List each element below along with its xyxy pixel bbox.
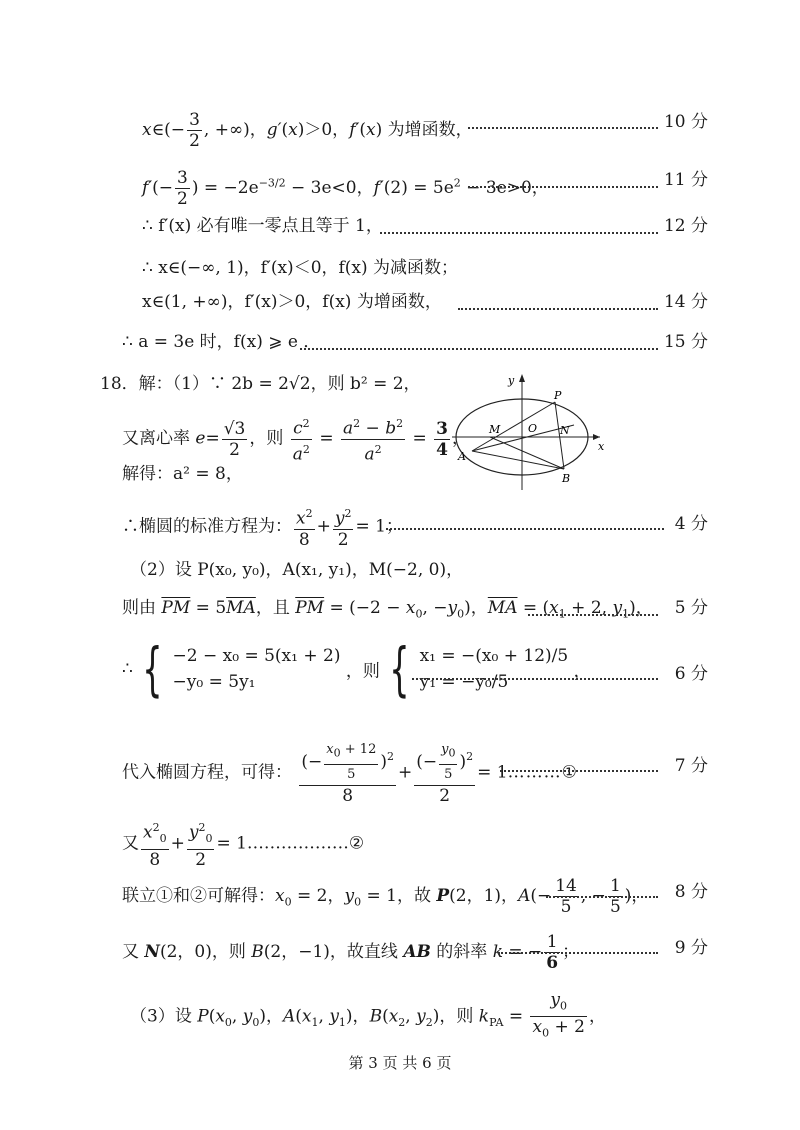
line-fprime-values: f′(− $\frac{3}{2}$ ) = $-2e^{-3/2} - 3e<0$，$f'(2) = 5e^2 - 3e>0$， (142, 168, 549, 209)
line-AB (472, 451, 564, 469)
label-x: x (598, 440, 605, 453)
line-decreasing: ∴ x∈(−∞, 1)，f′(x)＜0，f(x) 为减函数； (142, 258, 459, 278)
score-7: 7 分 (674, 756, 708, 776)
label-N: N (560, 424, 570, 437)
line-interval-increasing: x∈(− $\frac{3}{2}$ , +∞)，g′(x)＞0，f′(x) 为增函数， (142, 110, 473, 151)
ellipse-diagram (452, 372, 608, 496)
p2-joint-solution: 联立①和②可解得：$x_0 = 2$，$y_0 = 1$，故 P(2，1)，A(− $\frac{14}{5}$ , − $\frac{1}{5}$ )， (122, 876, 649, 917)
leader-dots (458, 308, 658, 310)
label-P: P (554, 389, 562, 402)
line-AN (472, 425, 574, 451)
q18-head: 18．解：（1）∵ 2b = 2√2，则 b² = 2， (100, 374, 421, 394)
line-MB (490, 437, 564, 469)
leader-dots (412, 678, 658, 680)
leader-dots (380, 232, 658, 234)
p2-equation-2: 又 $\frac{x^2_0}{8}$ + $\frac{y^2_0}{2}$ = 1………………② (122, 818, 364, 870)
leader-dots (300, 348, 658, 350)
score-12: 12 分 (663, 216, 708, 236)
marker-1: ① (561, 762, 577, 783)
marker-2: ② (348, 833, 365, 854)
leader-dots (546, 896, 658, 898)
p2-substitute: 代入椭圆方程，可得： (− $\frac{x_0 + 12}{5}$ )$^2$ 8 + (− $\frac{y_0}{5}$ )$^2$ 2 = 1………① (122, 742, 577, 806)
leader-dots (500, 770, 658, 772)
label-O: O (528, 422, 538, 435)
score-5: 5 分 (674, 598, 708, 618)
label-y: y (508, 374, 515, 387)
score-14: 14 分 (663, 292, 708, 312)
label-A: A (458, 450, 466, 463)
q18-solve: 解得：a² = 8， (122, 464, 243, 484)
sys-b-line1: x₁ = −(x₀ + 12)/5 (419, 646, 569, 666)
p2-vectors: 则由 $\overline{PM} = 5\overline{MA}$，且 $\overline{PM} = (-2 - x_0$, $-y_0$)，$\overline{MA} = (x_1 + 2$, $y_1$)， (122, 598, 653, 621)
q18-eccentricity: 又离心率 e= $\frac{√3}{2}$ ，则 $\frac{c^2}{a^2}$ = $\frac{a^2 - b^2}{a^2}$ = $\frac{3}{4}$ ， (122, 414, 469, 464)
leader-dots (468, 127, 658, 129)
leader-dots (528, 614, 658, 616)
leader-dots (386, 528, 664, 530)
score-10: 10 分 (663, 112, 708, 132)
line-conclusion: ∴ a = 3e 时，f(x) ⩾ e ． (122, 332, 321, 352)
line-increasing: x∈(1, +∞)，f′(x)＞0，f(x) 为增函数， (142, 292, 442, 312)
score-6: 6 分 (674, 664, 708, 684)
line-unique-zero: ∴ f′(x) 必有唯一零点且等于 1， (142, 216, 383, 236)
sys-a-line2: −y₀ = 5y₁ (172, 672, 256, 692)
score-15: 15 分 (663, 332, 708, 352)
p2-slope: 又 N(2，0)，则 B(2，−1)，故直线 AB 的斜率 k = − $\frac{1}{6}$ ； (122, 932, 580, 973)
score-11: 11 分 (663, 170, 708, 190)
score-4: 4 分 (674, 514, 708, 534)
label-B: B (562, 472, 571, 485)
leader-dots (498, 952, 658, 954)
p3-set: （3）设 $P(x_0$, $y_0$)，$A(x_1$, $y_1$)，$B(x_2$, $y_2$)，则 $k_{PA}$ = $\frac{y_0}{x_0 + 2}$ ， (130, 990, 606, 1040)
page-footer: 第 3 页 共 6 页 (348, 1054, 452, 1072)
sys-a-line1: −2 − x₀ = 5(x₁ + 2) (172, 646, 341, 666)
line-PA (472, 402, 555, 451)
score-8: 8 分 (674, 882, 708, 902)
sys-b-line2: y₁ = −y₀/5 (419, 672, 509, 692)
p2-system: ∴ { −2 − x₀ = 5(x₁ + 2) −y₀ = 5y₁ ，则 { x₁ = −(x₀ + 12)/5 y₁ = −y₀/5 ， (122, 635, 591, 703)
leader-dots (468, 186, 658, 188)
y-axis-arrow (519, 374, 525, 382)
q18-ellipse-equation: ∴椭圆的标准方程为： $\frac{x^2}{8}$ + $\frac{y^2}{2}$ = 1； (122, 504, 403, 550)
p2-set: （2）设 P(x₀, y₀)，A(x₁, y₁)，M(−2, 0)， (130, 560, 464, 580)
score-9: 9 分 (674, 938, 708, 958)
label-M: M (489, 423, 501, 436)
